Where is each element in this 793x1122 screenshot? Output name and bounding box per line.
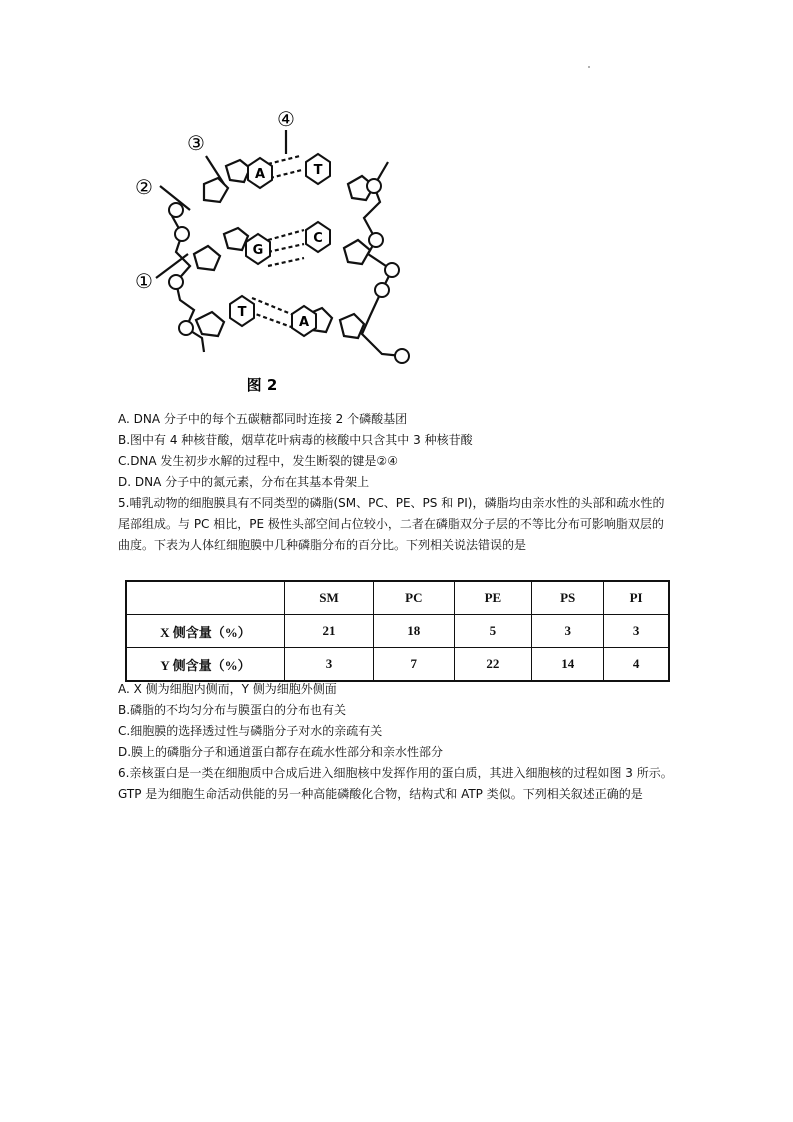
base-label: C [313, 231, 323, 246]
hydrogen-bond [268, 156, 300, 164]
sugar-pentagon [224, 228, 248, 250]
phosphate-circle [169, 203, 183, 217]
q5-option-c: C.细胞膜的选择透过性与磷脂分子对水的亲疏有关 [118, 724, 383, 738]
q4-option-a: A. DNA 分子中的每个五碳糖都同时连接 2 个磷酸基团 [118, 412, 408, 426]
table-header-cell: PC [374, 581, 455, 615]
hydrogen-bond [268, 258, 304, 266]
phosphate-circle [369, 233, 383, 247]
base-label: A [298, 315, 310, 330]
table-header-cell: SM [285, 581, 374, 615]
hydrogen-bond [268, 230, 304, 240]
q5-stem: 5.哺乳动物的细胞膜具有不同类型的磷脂(SM、PC、PE、PS 和 PI)，磷脂均由亲水性的头部和疏水性的尾部组成。与 PC 相比，PE 极性头部空间占位较小，二者在磷脂双分子层的不等比分布可影响脂双层的曲度。下表为人体红细胞膜中几种磷脂分布的百分比。下列相关说法错误的是 [118, 496, 665, 552]
q4-option-c: C.DNA 发生初步水解的过程中，发生断裂的键是②④ [118, 454, 398, 468]
table-cell: 3 [285, 648, 374, 682]
table-header-row [126, 581, 669, 615]
phosphate-circle [367, 179, 381, 193]
table-cell: 5 [454, 615, 532, 648]
marker-2: ② [135, 175, 153, 199]
sugar-pentagon [340, 314, 364, 338]
row-label: Y 侧含量（%） [126, 648, 285, 682]
scan-speck [588, 66, 590, 68]
base-label: T [237, 305, 247, 320]
sugar-pentagon [194, 246, 220, 270]
q5-option-d: D.膜上的磷脂分子和通道蛋白都存在疏水性部分和亲水性部分 [118, 745, 444, 759]
q5-option-a: A. X 侧为细胞内侧而，Y 侧为细胞外侧面 [118, 682, 337, 696]
row-label: X 侧含量（%） [126, 615, 285, 648]
base-label: G [252, 243, 264, 258]
base-label: A [254, 167, 266, 182]
phosphate-circle [175, 227, 189, 241]
table-header-cell [126, 581, 285, 615]
table-cell: 3 [532, 615, 604, 648]
hydrogen-bond [270, 170, 302, 178]
marker-1: ① [135, 269, 153, 293]
phospholipid-table [125, 580, 670, 682]
dna-structure-figure [120, 106, 420, 398]
table-header-cell: PI [604, 581, 669, 615]
q5-option-b: B.磷脂的不均匀分布与膜蛋白的分布也有关 [118, 703, 347, 717]
sugar-pentagon [204, 178, 228, 202]
table-cell: 22 [454, 648, 532, 682]
marker-4: ④ [277, 107, 295, 131]
table-cell: 18 [374, 615, 455, 648]
table-cell: 21 [285, 615, 374, 648]
phosphate-circle [375, 283, 389, 297]
q6-stem: 6.亲核蛋白是一类在细胞质中合成后进入细胞核中发挥作用的蛋白质，其进入细胞核的过程如图 3 所示。GTP 是为细胞生命活动供能的另一种高能磷酸化合物，结构式和 ATP 类似。下列相关叙述正确的是 [118, 766, 673, 801]
base-label: T [313, 163, 323, 178]
table-cell: 3 [604, 615, 669, 648]
phosphate-circle [179, 321, 193, 335]
q4-option-b: B.图中有 4 种核苷酸，烟草花叶病毒的核酸中只含其中 3 种核苷酸 [118, 433, 473, 447]
table-row [126, 615, 669, 648]
phosphate-circle [395, 349, 409, 363]
figure-caption: 图 2 [246, 376, 278, 394]
table-header-cell: PE [454, 581, 532, 615]
q4-option-d: D. DNA 分子中的氮元素，分布在其基本骨架上 [118, 475, 370, 489]
hydrogen-bond [268, 244, 304, 252]
phosphate-circle [385, 263, 399, 277]
marker-3: ③ [187, 131, 205, 155]
phosphate-circle [169, 275, 183, 289]
hydrogen-bond [252, 298, 296, 316]
hydrogen-bond [250, 312, 294, 328]
sugar-pentagon [344, 240, 370, 264]
table-cell: 7 [374, 648, 455, 682]
sugar-pentagon [196, 312, 224, 336]
table-row [126, 648, 669, 682]
table-header-cell: PS [532, 581, 604, 615]
table-cell: 14 [532, 648, 604, 682]
sugar-pentagon [226, 160, 250, 182]
table-cell: 4 [604, 648, 669, 682]
